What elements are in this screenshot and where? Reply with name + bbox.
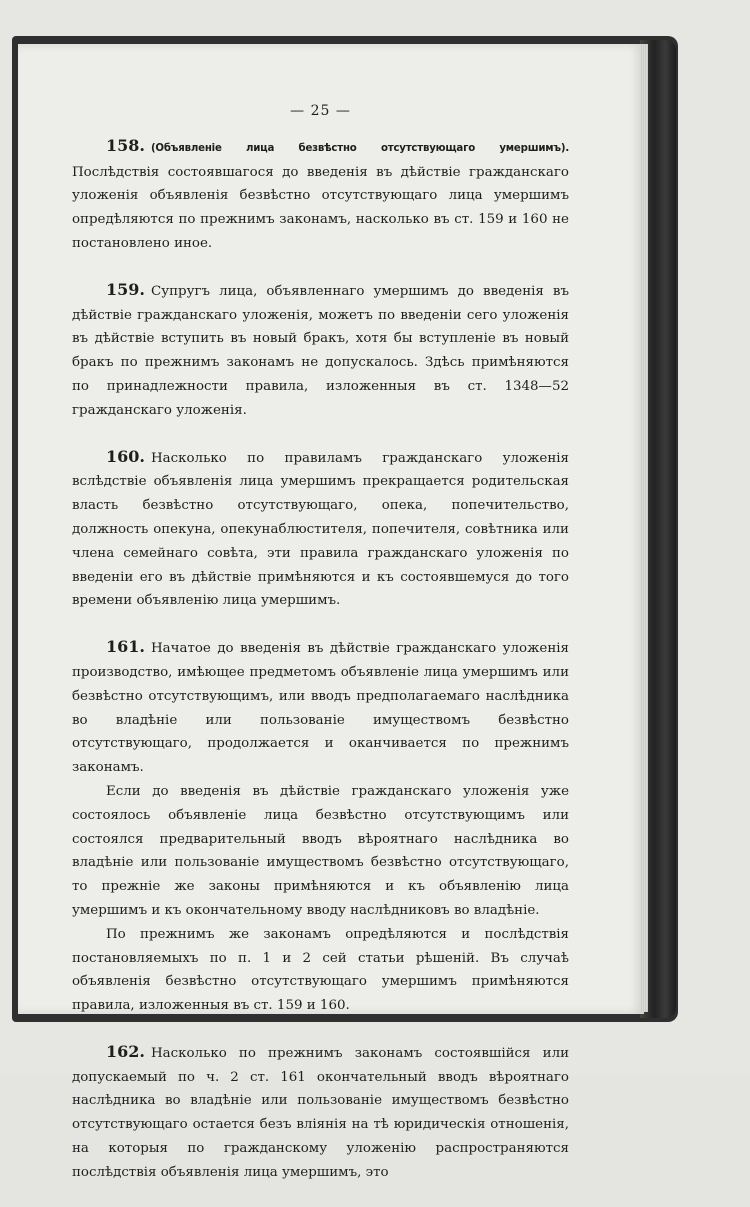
article-number: 162.	[106, 1041, 145, 1061]
article-text: Послѣдствія состоявшагося до введенія въ дѣйствіе гражданскаго уложенія объявленія безвѣстно отсутствующаго лица умершимъ опредѣляются по прежнимъ законамъ, насколько въ ст. 159 и 160 не постановлено иное.	[72, 164, 569, 251]
page-number: — 25 —	[290, 103, 351, 119]
article-paragraph	[72, 278, 569, 423]
article-title: (Объявленіе лица безвѣстно отсутствующаго умершимъ).	[150, 142, 569, 154]
page-content	[72, 100, 569, 1207]
article-text: Начатое до введенія въ дѣйствіе гражданскаго уложенія производство, имѣющее предметомъ объявленіе лица умершимъ или безвѣстно отсутствующимъ, или вводъ предполагаемаго наслѣдника во владѣніе или пользованіе имуществомъ безвѣстно отсутствующаго, продолжается и оканчивается по прежнимъ законамъ.	[72, 641, 569, 776]
article-paragraph	[72, 1040, 569, 1185]
article-paragraph: Если до введенія въ дѣйствіе гражданскаго уложенія уже состоялось объявленіе лица безвѣстно отсутствующимъ или состоялся предварительный вводъ вѣроятнаго наслѣдника во владѣніе или пользованіе имуществомъ безвѣстно отсутствующаго, то прежніе же законы примѣняются и къ объявленію лица умершимъ и къ окончательному вводу наслѣдниковъ во владѣніе.	[72, 783, 569, 918]
article-159	[72, 278, 569, 423]
article-paragraph	[72, 635, 569, 780]
article-paragraph	[72, 134, 569, 256]
article-number: 161.	[106, 637, 145, 657]
article-text: Супругъ лица, объявленнаго умершимъ до введенія въ дѣйствіе гражданскаго уложенія, можетъ по введеніи сего уложенія въ дѣйствіе вступить въ новый бракъ, хотя бы вступленіе въ новый бракъ по прежнимъ законамъ не допускалось. Здѣсь примѣняются по принадлежности правила, изложенныя въ ст. 1348—52 гражданскаго уложенія.	[72, 283, 569, 418]
article-161	[72, 635, 569, 1018]
article-number: 158.	[106, 135, 145, 155]
article-paragraph: По прежнимъ же законамъ опредѣляются и послѣдствія постановляемыхъ по п. 1 и 2 сей статьи рѣшеній. Въ случаѣ объявленія безвѣстно отсутствующаго умершимъ примѣняются правила, изложенныя въ ст. 159 и 160.	[72, 926, 569, 1014]
article-number: 159.	[106, 279, 145, 299]
article-text: Насколько по прежнимъ законамъ состоявшійся или допускаемый по ч. 2 ст. 161 окончательный вводъ вѣроятнаго наслѣдника во владѣніе или пользованіе имуществомъ безвѣстно отсутствующаго остается безъ вліянія на тѣ юридическія отношенія, на которыя по гражданскому уложенію распространяются послѣдствія объявленія лица умершимъ, это	[72, 1045, 569, 1180]
article-162	[72, 1040, 569, 1185]
article-number: 160.	[106, 446, 145, 466]
article-paragraph	[72, 445, 569, 614]
article-160	[72, 445, 569, 614]
page-edges	[640, 44, 648, 1012]
article-text: Насколько по правиламъ гражданскаго уложенія вслѣдствіе объявленія лица умершимъ прекращается родительская власть безвѣстно отсутствующаго, опека, попечительство, должность опекуна, опекунаблюстителя, попечителя, совѣтника или члена семейнаго совѣта, эти правила гражданскаго уложенія по введеніи его въ дѣйствіе примѣняются и къ состоявшемуся до того времени объявленію лица умершимъ.	[72, 450, 569, 609]
article-158	[72, 134, 569, 256]
